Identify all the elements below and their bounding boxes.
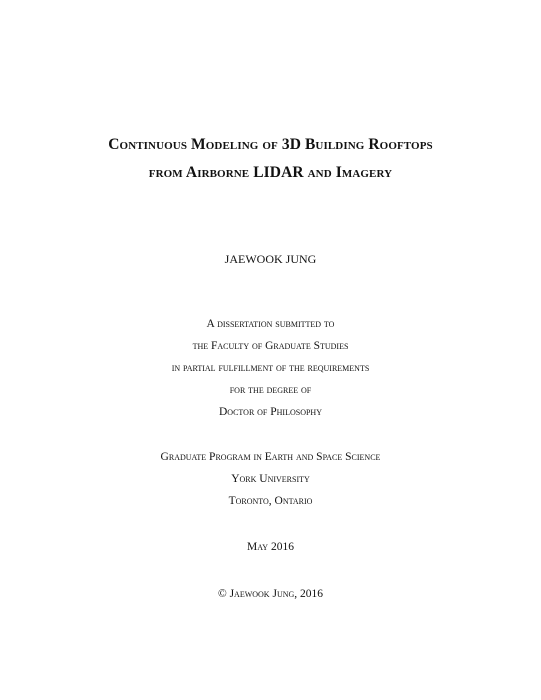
author-name: JAEWOOK JUNG: [224, 252, 317, 266]
submission-line-1: A dissertation submitted to: [206, 318, 335, 330]
submission-line-2: the Faculty of Graduate Studies: [192, 340, 349, 352]
submission-line-4: for the degree of: [229, 384, 312, 396]
location-line: Toronto, Ontario: [228, 495, 313, 507]
degree-line: Doctor of Philosophy: [219, 406, 322, 418]
date-line: May 2016: [247, 541, 294, 553]
copyright-line: © Jaewook Jung, 2016: [217, 588, 324, 600]
submission-line-3: in partial fulfillment of the requirements: [171, 362, 370, 374]
university-line: York University: [231, 473, 310, 485]
title-line-2: from Airborne LIDAR and Imagery: [148, 164, 393, 181]
program-line: Graduate Program in Earth and Space Science: [160, 451, 381, 463]
title-line-1: Continuous Modeling of 3D Building Rooftops: [108, 136, 433, 153]
